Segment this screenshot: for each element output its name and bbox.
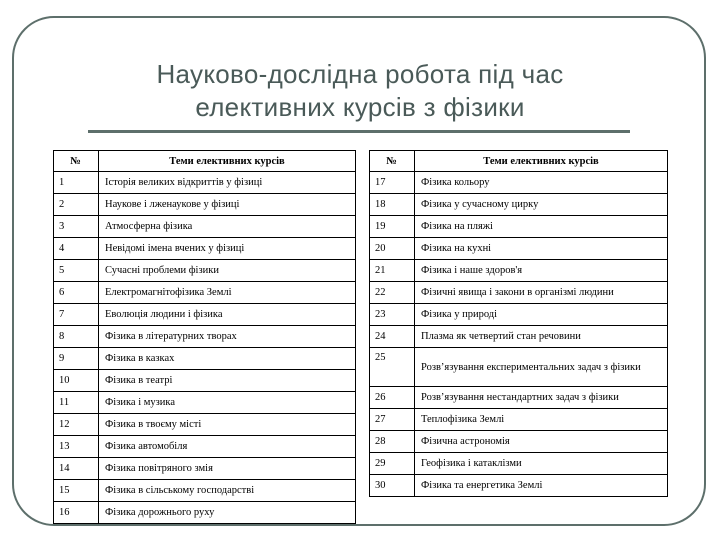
row-num: 9: [54, 348, 99, 370]
row-num: 27: [370, 409, 415, 431]
row-num: 14: [54, 458, 99, 480]
row-topic: Еволюція людини і фізика: [99, 304, 356, 326]
table-row: [370, 194, 668, 216]
table-row: [370, 282, 668, 304]
table-row: [54, 436, 356, 458]
row-num: 18: [370, 194, 415, 216]
table-row: [54, 458, 356, 480]
row-num: 24: [370, 326, 415, 348]
table-row: [370, 431, 668, 453]
row-topic: Фізика в казках: [99, 348, 356, 370]
row-num: 25: [370, 348, 415, 387]
table-header-row: [54, 151, 356, 172]
table-row: [54, 238, 356, 260]
row-num: 26: [370, 387, 415, 409]
row-topic: Атмосферна фізика: [99, 216, 356, 238]
row-num: 7: [54, 304, 99, 326]
row-num: 13: [54, 436, 99, 458]
table-row: [54, 480, 356, 502]
title-line-1: Науково-дослідна робота під час: [156, 59, 564, 89]
row-num: 30: [370, 475, 415, 497]
row-topic: Електромагнітофізика Землі: [99, 282, 356, 304]
table-row: [54, 216, 356, 238]
row-topic: Фізика в театрі: [99, 370, 356, 392]
table-row: [370, 172, 668, 194]
row-topic: Фізика та енергетика Землі: [415, 475, 668, 497]
row-topic: Фізика у сучасному цирку: [415, 194, 668, 216]
row-topic: Фізика повітряного змія: [99, 458, 356, 480]
row-topic: Фізика автомобіля: [99, 436, 356, 458]
header-num: №: [370, 151, 415, 172]
row-topic: Плазма як четвертий стан речовини: [415, 326, 668, 348]
row-topic: Фізика і наше здоров'я: [415, 260, 668, 282]
row-topic: Фізика дорожнього руху: [99, 502, 356, 524]
row-num: 15: [54, 480, 99, 502]
row-num: 2: [54, 194, 99, 216]
row-num: 16: [54, 502, 99, 524]
row-topic: Розв’язування нестандартних задач з фізики: [415, 387, 668, 409]
header-topic: Теми елективних курсів: [415, 151, 668, 172]
table-row: [54, 172, 356, 194]
table-row: [54, 392, 356, 414]
row-topic: Фізика в літературних творах: [99, 326, 356, 348]
row-topic: Фізика на кухні: [415, 238, 668, 260]
row-num: 1: [54, 172, 99, 194]
row-topic: Сучасні проблеми фізики: [99, 260, 356, 282]
table-row: [54, 348, 356, 370]
table-header-row: [370, 151, 668, 172]
table-row: [370, 387, 668, 409]
table-row: [54, 194, 356, 216]
title-underline: [88, 130, 630, 133]
row-num: 17: [370, 172, 415, 194]
row-topic: Фізика в сільському господарстві: [99, 480, 356, 502]
table-row: [54, 326, 356, 348]
row-topic: Фізика в твоєму місті: [99, 414, 356, 436]
row-num: 19: [370, 216, 415, 238]
row-topic: Фізична астрономія: [415, 431, 668, 453]
topics-table-right: [369, 150, 668, 497]
table-row: [54, 502, 356, 524]
row-topic: Розв’язування експериментальних задач з фізики: [415, 348, 668, 387]
row-num: 3: [54, 216, 99, 238]
row-num: 5: [54, 260, 99, 282]
table-row: [370, 260, 668, 282]
slide-title: [60, 58, 660, 124]
table-row: [370, 453, 668, 475]
table-row: [54, 370, 356, 392]
row-num: 20: [370, 238, 415, 260]
topics-table-left: [53, 150, 356, 524]
row-topic: Геофізика і катаклізми: [415, 453, 668, 475]
table-row: [370, 238, 668, 260]
row-num: 29: [370, 453, 415, 475]
row-num: 28: [370, 431, 415, 453]
row-topic: Історія великих відкриттів у фізиці: [99, 172, 356, 194]
table-row: [370, 475, 668, 497]
table-row: [370, 216, 668, 238]
row-topic: Теплофізика Землі: [415, 409, 668, 431]
table-row: [370, 326, 668, 348]
table-row: [54, 260, 356, 282]
row-topic: Фізика на пляжі: [415, 216, 668, 238]
row-num: 23: [370, 304, 415, 326]
row-num: 12: [54, 414, 99, 436]
row-topic: Наукове і лженаукове у фізиці: [99, 194, 356, 216]
row-topic: Фізика і музика: [99, 392, 356, 414]
header-topic: Теми елективних курсів: [99, 151, 356, 172]
title-line-2: елективних курсів з фізики: [195, 92, 525, 122]
header-num: №: [54, 151, 99, 172]
table-row: [370, 304, 668, 326]
row-num: 21: [370, 260, 415, 282]
row-num: 8: [54, 326, 99, 348]
row-topic: Фізика кольору: [415, 172, 668, 194]
row-num: 6: [54, 282, 99, 304]
table-row: [54, 414, 356, 436]
row-topic: Фізичні явища і закони в організмі людини: [415, 282, 668, 304]
row-num: 22: [370, 282, 415, 304]
row-num: 4: [54, 238, 99, 260]
table-row: [54, 282, 356, 304]
row-num: 11: [54, 392, 99, 414]
table-row: [54, 304, 356, 326]
row-topic: Невідомі імена вчених у фізиці: [99, 238, 356, 260]
table-row: [370, 409, 668, 431]
table-row: [370, 348, 668, 387]
row-topic: Фізика у природі: [415, 304, 668, 326]
row-num: 10: [54, 370, 99, 392]
